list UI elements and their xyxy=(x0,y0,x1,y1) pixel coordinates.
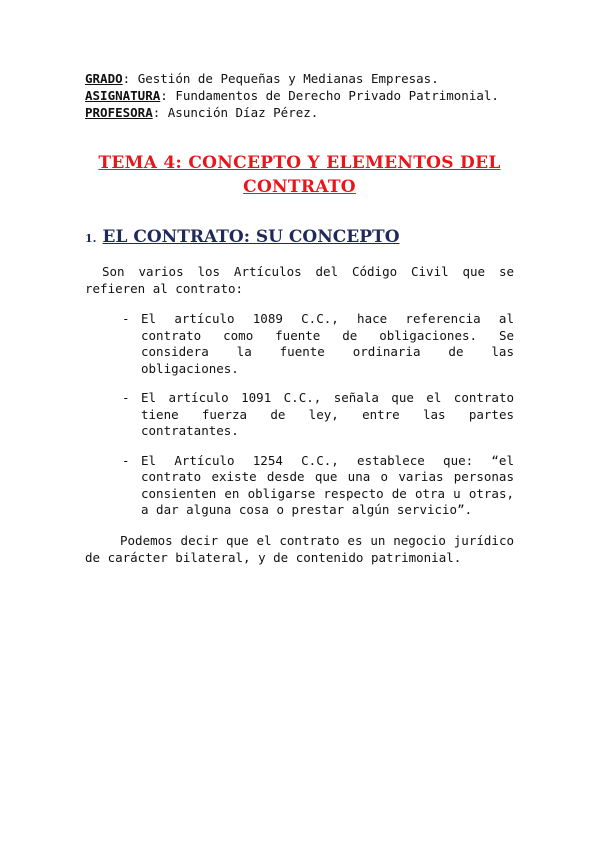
asignatura-line xyxy=(85,87,514,104)
section-heading xyxy=(85,227,514,247)
conclusion-paragraph: Podemos decir que el contrato es un negocio jurídico de carácter bilateral, y de contenido patrimonial. xyxy=(85,532,514,565)
course-header xyxy=(85,70,514,121)
list-item-text: El artículo 1091 C.C., señala que el contrato tiene fuerza de ley, entre las partes contratantes. xyxy=(141,390,514,438)
profesora-label: PROFESORA xyxy=(85,105,153,120)
section-number: 1. xyxy=(85,232,97,245)
grado-value: : Gestión de Pequeñas y Medianas Empresas. xyxy=(122,71,439,86)
list-item xyxy=(85,453,514,519)
list-item xyxy=(85,390,514,440)
section-title: EL CONTRATO: SU CONCEPTO xyxy=(102,227,400,247)
dash-bullet: - xyxy=(122,452,130,468)
asignatura-label: ASIGNATURA xyxy=(85,88,161,103)
intro-paragraph: Son varios los Artículos del Código Civil que se refieren al contrato: xyxy=(85,264,514,296)
dash-bullet: - xyxy=(122,390,130,405)
list-item-text: El artículo 1089 C.C., hace referencia al contrato como fuente de obligaciones. Se considera la fuente ordinaria de las obligaciones. xyxy=(141,311,514,376)
page-title: TEMA 4: CONCEPTO Y ELEMENTOS DEL CONTRATO xyxy=(98,153,501,197)
asignatura-value: : Fundamentos de Derecho Privado Patrimonial. xyxy=(160,88,499,103)
profesora-value: : Asunción Díaz Pérez. xyxy=(152,105,319,120)
profesora-line xyxy=(85,104,514,121)
list-item-text: El Artículo 1254 C.C., establece que: “el contrato existe desde que una o varias personas consienten en obligarse respecto de otra u otras, a dar alguna cosa o prestar algún servicio”. xyxy=(141,452,514,517)
list-item xyxy=(85,311,514,377)
dash-bullet: - xyxy=(122,311,130,326)
document-page xyxy=(85,70,514,578)
grado-label: GRADO xyxy=(85,71,123,86)
article-list xyxy=(85,311,514,519)
grado-line xyxy=(85,70,514,87)
